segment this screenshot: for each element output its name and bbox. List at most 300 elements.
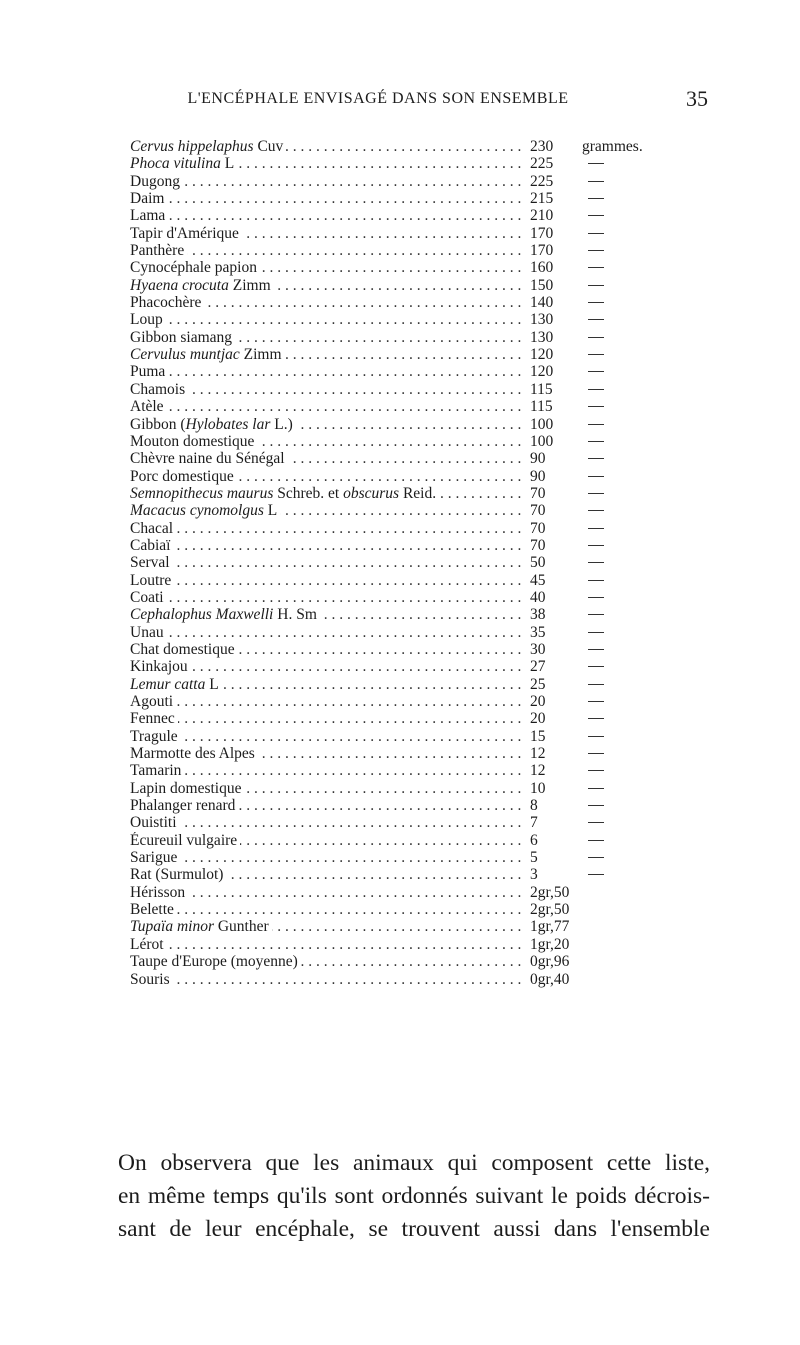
brain-weight-value: 70 — [530, 484, 546, 502]
species-label — [130, 381, 188, 398]
list-item — [130, 918, 710, 935]
species-label — [130, 520, 176, 537]
list-item — [130, 485, 710, 502]
species-common-text: Zimm — [228, 276, 271, 294]
leader-dots — [130, 572, 524, 589]
species-label — [130, 676, 222, 693]
leader-dots — [130, 710, 524, 727]
species-latin-name: Cervulus muntjac — [130, 346, 240, 364]
leader-dots — [130, 901, 524, 918]
brain-weight-value: 70 — [530, 502, 546, 520]
species-common-text: Loutre — [130, 571, 172, 589]
species-label — [130, 606, 320, 623]
leader-dots — [130, 520, 524, 537]
species-common-text: Loup — [130, 311, 163, 329]
brain-weight-value: 12 — [530, 745, 546, 763]
brain-weight-list — [130, 138, 710, 988]
species-common-text: L — [220, 155, 235, 173]
leader-dots — [130, 311, 524, 328]
list-item — [130, 728, 710, 745]
ditto-dash — [588, 215, 604, 216]
species-latin-name: Lemur catta — [130, 675, 206, 693]
species-common-text: Chacal — [130, 519, 174, 537]
ditto-dash — [588, 580, 604, 581]
brain-weight-value: 225 — [530, 172, 554, 190]
brain-weight-value: 130 — [530, 328, 554, 346]
leader-dots — [130, 381, 524, 398]
brain-weight-value: 6 — [530, 831, 538, 849]
brain-weight-value: 12 — [530, 762, 546, 780]
species-common-text: Dugong — [130, 172, 180, 190]
species-label — [130, 450, 288, 467]
ditto-dash — [588, 406, 604, 407]
page-header — [118, 86, 708, 116]
species-common-text: H. Sm — [273, 606, 317, 624]
brain-weight-value: 70 — [530, 519, 546, 537]
species-label — [130, 433, 257, 450]
species-name — [130, 381, 524, 398]
species-label — [130, 277, 274, 294]
list-item — [130, 849, 710, 866]
ditto-dash — [588, 805, 604, 806]
species-name — [130, 363, 524, 380]
species-label — [130, 225, 242, 242]
list-item — [130, 242, 710, 259]
species-common-text: Ouistiti — [130, 814, 177, 832]
species-label — [130, 346, 285, 363]
list-item — [130, 745, 710, 762]
leader-dots — [130, 849, 524, 866]
list-item — [130, 329, 710, 346]
brain-weight-value: 130 — [530, 311, 554, 329]
ditto-dash — [588, 181, 604, 182]
leader-dots — [130, 762, 524, 779]
species-name — [130, 710, 524, 727]
species-name — [130, 693, 524, 710]
brain-weight-value: 45 — [530, 571, 546, 589]
species-name — [130, 797, 524, 814]
species-name — [130, 520, 524, 537]
ditto-dash — [588, 389, 604, 390]
brain-weight-value: 8 — [530, 797, 538, 815]
ditto-dash — [588, 319, 604, 320]
leader-dots — [130, 398, 524, 415]
list-item — [130, 832, 710, 849]
species-name — [130, 832, 524, 849]
species-name — [130, 138, 524, 155]
list-item — [130, 311, 710, 328]
ditto-dash — [588, 770, 604, 771]
leader-dots — [130, 814, 524, 831]
brain-weight-value: 115 — [530, 380, 553, 398]
species-name — [130, 606, 524, 623]
list-item — [130, 606, 710, 623]
leader-dots — [130, 363, 524, 380]
species-label — [130, 901, 177, 918]
species-name — [130, 537, 524, 554]
list-item — [130, 762, 710, 779]
species-common-text: L.) — [270, 415, 293, 433]
brain-weight-value: 30 — [530, 640, 546, 658]
species-common-text: Belette — [130, 901, 174, 919]
leader-dots — [130, 936, 524, 953]
species-common-text: Zimm — [239, 346, 282, 364]
paragraph-line: On observera que les animaux qui composent cette liste, — [118, 1150, 710, 1176]
species-common-text: Atèle — [130, 398, 164, 416]
leader-dots — [130, 554, 524, 571]
species-label — [130, 173, 183, 190]
species-label — [130, 710, 178, 727]
species-common-text: Sarigue — [130, 849, 178, 867]
brain-weight-value: 2gr,50 — [530, 883, 570, 901]
species-name — [130, 225, 524, 242]
ditto-dash — [588, 597, 604, 598]
ditto-dash — [588, 424, 604, 425]
ditto-dash — [588, 684, 604, 685]
species-common-text: Serval — [130, 554, 170, 572]
brain-weight-value: 215 — [530, 190, 554, 208]
ditto-dash — [588, 510, 604, 511]
ditto-dash — [588, 857, 604, 858]
list-item — [130, 884, 710, 901]
ditto-dash — [588, 285, 604, 286]
leader-dots — [130, 207, 524, 224]
list-item — [130, 225, 710, 242]
species-name — [130, 311, 524, 328]
species-latin-name: Cephalophus Maxwelli — [130, 606, 274, 624]
species-common-text: Écureuil vulgaire — [130, 831, 238, 849]
ditto-dash — [588, 545, 604, 546]
list-item — [130, 971, 710, 988]
list-item — [130, 346, 710, 363]
species-common-text: Panthère — [130, 242, 185, 260]
species-label — [130, 641, 238, 658]
ditto-dash — [588, 822, 604, 823]
list-item — [130, 277, 710, 294]
species-label — [130, 624, 167, 641]
species-name — [130, 849, 524, 866]
species-label — [130, 832, 240, 849]
species-name — [130, 884, 524, 901]
species-name — [130, 814, 524, 831]
species-label — [130, 572, 174, 589]
species-label — [130, 780, 245, 797]
species-name — [130, 277, 524, 294]
species-common-text: Porc domestique — [130, 467, 234, 485]
ditto-dash — [588, 163, 604, 164]
brain-weight-value: 210 — [530, 207, 554, 225]
species-name — [130, 207, 524, 224]
brain-weight-value: 50 — [530, 554, 546, 572]
species-label — [130, 953, 301, 970]
brain-weight-value: 2gr,50 — [530, 901, 570, 919]
ditto-dash — [588, 701, 604, 702]
ditto-dash — [588, 458, 604, 459]
ditto-dash — [588, 354, 604, 355]
list-item — [130, 381, 710, 398]
species-name — [130, 953, 524, 970]
ditto-dash — [588, 250, 604, 251]
species-name — [130, 433, 524, 450]
species-label — [130, 138, 286, 155]
brain-weight-value: 35 — [530, 623, 546, 641]
page-number: 35 — [686, 86, 708, 111]
brain-weight-value: 38 — [530, 606, 546, 624]
species-common-text: Chamois — [130, 380, 186, 398]
species-name — [130, 728, 524, 745]
species-common-text: Tragule — [130, 727, 178, 745]
species-name — [130, 936, 524, 953]
species-name — [130, 762, 524, 779]
ditto-dash — [588, 441, 604, 442]
brain-weight-value: 40 — [530, 588, 546, 606]
species-name — [130, 173, 524, 190]
species-label — [130, 537, 173, 554]
species-common-text: Fennec — [130, 710, 175, 728]
species-name — [130, 641, 524, 658]
species-name — [130, 485, 524, 502]
species-common-text: Lérot — [130, 935, 164, 953]
ditto-dash — [588, 666, 604, 667]
list-item — [130, 589, 710, 606]
species-label — [130, 866, 226, 883]
species-label — [130, 207, 168, 224]
species-common-text: Puma — [130, 363, 166, 381]
brain-weight-value: 20 — [530, 710, 546, 728]
list-item — [130, 797, 710, 814]
ditto-dash — [588, 840, 604, 841]
brain-weight-value: 120 — [530, 346, 554, 364]
species-name — [130, 259, 524, 276]
species-common-text: Phacochère — [130, 294, 202, 312]
species-label — [130, 918, 272, 935]
species-name — [130, 554, 524, 571]
brain-weight-value: 0gr,40 — [530, 970, 570, 988]
brain-weight-value: 100 — [530, 415, 554, 433]
species-latin-name: Hylobates lar — [185, 415, 271, 433]
unit-label: grammes. — [582, 138, 643, 155]
list-item — [130, 520, 710, 537]
ditto-dash — [588, 614, 604, 615]
species-label — [130, 589, 167, 606]
leader-dots — [130, 728, 524, 745]
species-name — [130, 155, 524, 172]
species-common-text: L — [205, 675, 219, 693]
species-name — [130, 468, 524, 485]
ditto-dash — [588, 788, 604, 789]
leader-dots — [130, 884, 524, 901]
species-name — [130, 329, 524, 346]
list-item — [130, 502, 710, 519]
species-common-text: Tamarin — [130, 762, 182, 780]
ditto-dash — [588, 753, 604, 754]
species-label — [130, 259, 260, 276]
species-label — [130, 693, 176, 710]
brain-weight-value: 7 — [530, 814, 538, 832]
species-latin-name: obscurus — [343, 484, 400, 502]
species-name — [130, 450, 524, 467]
list-item — [130, 138, 710, 155]
species-label — [130, 190, 167, 207]
species-name — [130, 242, 524, 259]
ditto-dash — [588, 736, 604, 737]
leader-dots — [130, 190, 524, 207]
species-name — [130, 971, 524, 988]
species-common-text: Lapin domestique — [130, 779, 242, 797]
species-common-text: Schreb. et — [273, 484, 344, 502]
species-label — [130, 554, 173, 571]
leader-dots — [130, 971, 524, 988]
list-item — [130, 658, 710, 675]
list-item — [130, 676, 710, 693]
brain-weight-value: 15 — [530, 727, 546, 745]
species-name — [130, 866, 524, 883]
species-common-text: Chèvre naine du Sénégal — [130, 450, 285, 468]
ditto-dash — [588, 632, 604, 633]
species-name — [130, 918, 524, 935]
species-name — [130, 502, 524, 519]
species-label — [130, 468, 237, 485]
list-item — [130, 173, 710, 190]
species-name — [130, 658, 524, 675]
species-common-text: Rat (Surmulot) — [130, 866, 224, 884]
list-item — [130, 936, 710, 953]
list-item — [130, 572, 710, 589]
ditto-dash — [588, 493, 604, 494]
ditto-dash — [588, 528, 604, 529]
ditto-dash — [588, 649, 604, 650]
brain-weight-value: 225 — [530, 155, 554, 173]
species-common-text: L — [263, 502, 278, 520]
species-common-text: Cuv — [253, 138, 284, 155]
species-common-text: Coati — [130, 588, 164, 606]
ditto-dash — [588, 267, 604, 268]
species-label — [130, 814, 180, 831]
species-common-text: Agouti — [130, 693, 174, 710]
species-latin-name: Tupaïa minor — [130, 918, 214, 936]
list-item — [130, 450, 710, 467]
species-label — [130, 849, 180, 866]
species-label — [130, 745, 258, 762]
leader-dots — [130, 537, 524, 554]
brain-weight-value: 170 — [530, 224, 554, 242]
species-name — [130, 346, 524, 363]
species-label — [130, 363, 168, 380]
list-item — [130, 780, 710, 797]
species-latin-name: Phoca vitulina — [130, 155, 221, 173]
list-item — [130, 693, 710, 710]
species-label — [130, 502, 280, 519]
list-item — [130, 953, 710, 970]
species-name — [130, 572, 524, 589]
list-item — [130, 814, 710, 831]
list-item — [130, 624, 710, 641]
list-item — [130, 554, 710, 571]
brain-weight-value: 1gr,20 — [530, 935, 570, 953]
species-common-text: Reid. — [399, 484, 437, 502]
ditto-dash — [588, 337, 604, 338]
species-label — [130, 485, 439, 502]
species-latin-name: Cervus hippelaphus — [130, 138, 254, 155]
ditto-dash — [588, 233, 604, 234]
species-name — [130, 190, 524, 207]
list-item — [130, 294, 710, 311]
brain-weight-value: 230 — [530, 138, 554, 155]
list-item — [130, 710, 710, 727]
brain-weight-value: 90 — [530, 467, 546, 485]
species-name — [130, 780, 524, 797]
brain-weight-value: 10 — [530, 779, 546, 797]
ditto-dash — [588, 302, 604, 303]
brain-weight-value: 115 — [530, 398, 553, 416]
ditto-dash — [588, 371, 604, 372]
species-label — [130, 971, 173, 988]
species-common-text: Gibbon ( — [130, 415, 186, 433]
species-label — [130, 728, 181, 745]
leader-dots — [130, 693, 524, 710]
species-name — [130, 676, 524, 693]
species-common-text: Cynocéphale papion — [130, 259, 257, 277]
list-item — [130, 190, 710, 207]
species-latin-name: Macacus cynomolgus — [130, 502, 264, 520]
species-label — [130, 936, 167, 953]
ditto-dash — [588, 718, 604, 719]
brain-weight-value: 90 — [530, 450, 546, 468]
species-common-text: Cabiaï — [130, 536, 171, 554]
list-item — [130, 901, 710, 918]
species-common-text: Daim — [130, 190, 165, 208]
ditto-dash — [588, 198, 604, 199]
ditto-dash — [588, 874, 604, 875]
species-name — [130, 745, 524, 762]
ditto-dash — [588, 476, 604, 477]
leader-dots — [130, 173, 524, 190]
species-common-text: Gibbon siamang — [130, 328, 233, 346]
species-label — [130, 797, 238, 814]
brain-weight-value: 5 — [530, 849, 538, 867]
species-common-text: Mouton domestique — [130, 432, 255, 450]
species-common-text: Taupe d'Europe (moyenne) — [130, 953, 298, 971]
paragraph-line: en même temps qu'ils sont ordonnés suivant le poids décrois- — [118, 1183, 710, 1209]
species-label — [130, 884, 188, 901]
brain-weight-value: 140 — [530, 294, 554, 312]
list-item — [130, 259, 710, 276]
species-name — [130, 398, 524, 415]
brain-weight-value: 100 — [530, 432, 554, 450]
species-label — [130, 658, 191, 675]
brain-weight-value: 70 — [530, 536, 546, 554]
species-label — [130, 416, 296, 433]
brain-weight-value: 160 — [530, 259, 554, 277]
leader-dots — [130, 589, 524, 606]
list-item — [130, 207, 710, 224]
species-common-text: Kinkajou — [130, 658, 188, 676]
body-paragraph — [118, 1147, 710, 1246]
species-common-text: Lama — [130, 207, 166, 225]
species-name — [130, 589, 524, 606]
brain-weight-value: 1gr,77 — [530, 918, 570, 936]
running-title: L'ENCÉPHALE ENVISAGÉ DANS SON ENSEMBLE — [187, 90, 569, 107]
list-item — [130, 468, 710, 485]
paragraph-line: sant de leur encéphale, se trouvent aussi dans l'ensemble — [118, 1216, 710, 1242]
brain-weight-value: 150 — [530, 276, 554, 294]
brain-weight-value: 0gr,96 — [530, 953, 570, 971]
species-common-text: Phalanger renard — [130, 797, 236, 815]
species-common-text: Marmotte des Alpes — [130, 745, 255, 763]
brain-weight-value: 25 — [530, 675, 546, 693]
species-common-text: Hérisson — [130, 883, 186, 901]
species-common-text: Tapir d'Amérique — [130, 224, 239, 242]
